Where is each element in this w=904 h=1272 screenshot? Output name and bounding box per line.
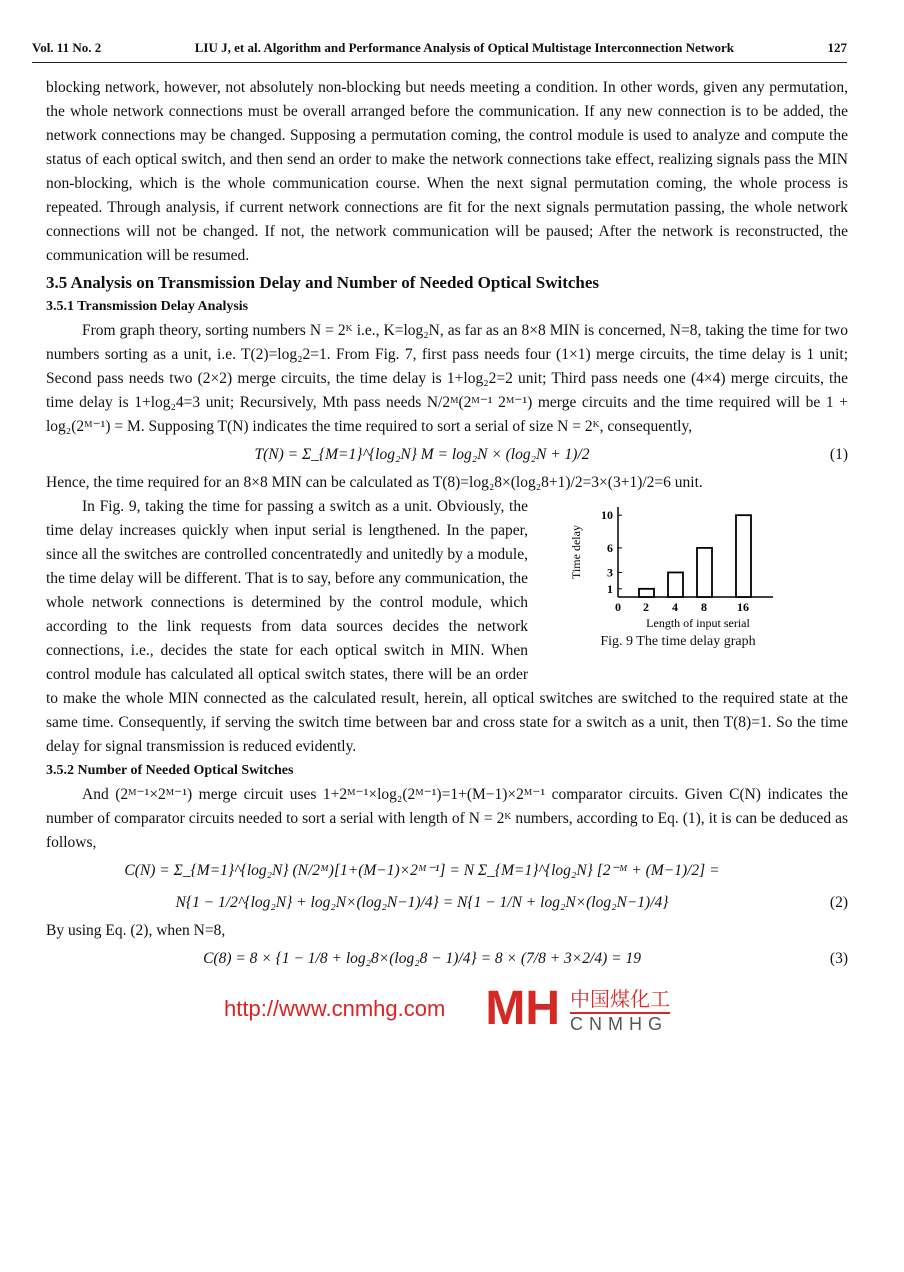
watermark-logo xyxy=(485,983,670,1035)
section-heading: 3.5 Analysis on Transmission Delay and Number of Needed Optical Switches xyxy=(46,273,600,292)
equation-number: (1) xyxy=(829,446,848,463)
x-origin-label: 0 xyxy=(615,600,621,614)
equation-3 xyxy=(46,943,848,975)
y-tick-label: 10 xyxy=(601,508,613,523)
subsection-heading: 3.5.1 Transmission Delay Analysis xyxy=(46,299,249,314)
y-tick-label: 3 xyxy=(607,565,613,580)
equation-text: C(N) = Σ_{M=1}^{log₂N} (N/2ᴹ)[1+(M−1)×2ᴹ⁻¹] = N Σ_{M=1}^{log₂N} [2⁻ᴹ + (M−1)/2] = xyxy=(124,862,720,879)
paragraph: In Fig. 9, taking the time for passing a switch as a unit. Obviously, the time delay increases quickly when input serial is lengthened. In the paper, since all the switches are controlled concentratedly and unitedly by a module, the time delay will be different. That is to say, before any communication, the whole network connections is determined by the control module, which according to the link requests from data sources decides the network connections, i.e., decides the state for each optical switch in MIN. When control module has calculated all optical switch states, there will be an order to make the whole MIN connected as the calculated result, herein, all optical switches are switched to the required state at the same time. Consequently, if serving the switch time between bar and cross state for a switch as a unit, then T(8)=1. So the time delay for signal transmission is reduced evidently. xyxy=(46,498,848,755)
equation-text: N{1 − 1/2^{log₂N} + log₂N×(log₂N−1)/4} = N{1 − 1/N + log₂N×(log₂N−1)/4} xyxy=(175,894,669,911)
equation-text: T(N) = Σ_{M=1}^{log₂N} M = log₂N × (log₂N + 1)/2 xyxy=(254,446,590,463)
bar-4 xyxy=(668,572,683,597)
y-tick-label: 1 xyxy=(607,581,613,596)
equation-number: (2) xyxy=(829,894,848,911)
paragraph: And (2ᴹ⁻¹×2ᴹ⁻¹) merge circuit uses 1+2ᴹ⁻¹×log₂(2ᴹ⁻¹)=1+(M−1)×2ᴹ⁻¹ comparator circuits. Given C(N) indicates the number of comparator circuits needed to sort a serial with length of N = 2ᴷ numbers, according to Eq. (1), it is can be deduced as follows, xyxy=(46,786,848,851)
x-tick-label: 4 xyxy=(672,600,678,614)
bar-2 xyxy=(639,589,654,597)
y-tick-label: 6 xyxy=(607,540,613,555)
paragraph: From graph theory, sorting numbers N = 2ᴷ i.e., K=log₂N, as far as an 8×8 MIN is concerned, N=8, taking the time for two numbers sorting as a unit, i.e. T(2)=log₂2=1. From Fig. 7, first pass needs four (1×1) merge circuits, the time delay is 1 unit; Second pass needs two (2×2) merge circuits, the time delay is 1+log₂2=2 unit; Third pass needs one (4×4) merge circuits, the time delay is 1+log₂4=3 unit; Recursively, Mth pass needs N/2ᴹ(2ᴹ⁻¹ 2ᴹ⁻¹) merge circuits and the time required will be 1 + log₂(2ᴹ⁻¹) = M. Supposing T(N) indicates the time required to sort a serial of size N = 2ᴷ, consequently, xyxy=(46,322,848,435)
running-header xyxy=(32,40,847,63)
paragraph: By using Eq. (2), when N=8, xyxy=(46,922,226,939)
equation-number: (3) xyxy=(829,950,848,967)
figure-9 xyxy=(548,499,808,667)
equation-2a xyxy=(46,855,848,887)
subsection-heading: 3.5.2 Number of Needed Optical Switches xyxy=(46,763,294,778)
figure-caption: Fig. 9 The time delay graph xyxy=(600,634,756,649)
x-axis-label: Length of input serial xyxy=(646,616,750,630)
equation-2b xyxy=(46,887,848,919)
time-delay-chart xyxy=(558,499,798,634)
logo-en: CNMHG xyxy=(569,1014,668,1034)
logo-cn: 中国煤化工 xyxy=(570,983,670,1014)
running-title: LIU J, et al. Algorithm and Performance Analysis of Optical Multistage Interconnection Network xyxy=(194,40,734,55)
page-number: 127 xyxy=(827,40,847,55)
body-text xyxy=(46,76,848,1035)
paragraph: blocking network, however, not absolutely non-blocking but needs meeting a condition. In other words, given any permutation, the whole network connections must be overall arranged before the communication. If any new connection is to be added, the network connections may be changed. Supposing a permutation coming, the control module is used to analyze and compute the status of each optical switch, and then send an order to make the network connections take effect, realizing signals pass the MIN non-blocking, which is the whole communication course. When the next signal permutation coming, the whole process is repeated. Through analysis, if current network connections are fit for the next signals permutation passing, the whole network connections will not be changed. If not, the network communication will be paused; After the network is reconstructed, the communication will be resumed. xyxy=(46,79,848,264)
watermarks xyxy=(46,983,848,1035)
bar-16 xyxy=(736,515,751,597)
x-tick-label: 16 xyxy=(737,600,749,614)
x-tick-label: 2 xyxy=(643,600,649,614)
equation-1 xyxy=(46,439,848,471)
watermark-url: http://www.cnmhg.com xyxy=(224,996,446,1021)
y-axis-label: Time delay xyxy=(569,525,583,579)
logo-mark: MH xyxy=(485,982,560,1035)
equation-text: C(8) = 8 × {1 − 1/8 + log₂8×(log₂8 − 1)/4} = 8 × (7/8 + 3×2/4) = 19 xyxy=(203,950,641,967)
paragraph: Hence, the time required for an 8×8 MIN can be calculated as T(8)=log₂8×(log₂8+1)/2=3×(3+1)/2=6 unit. xyxy=(46,474,703,491)
volume: Vol. 11 No. 2 xyxy=(32,40,102,55)
x-tick-label: 8 xyxy=(701,600,707,614)
bar-8 xyxy=(697,548,712,597)
